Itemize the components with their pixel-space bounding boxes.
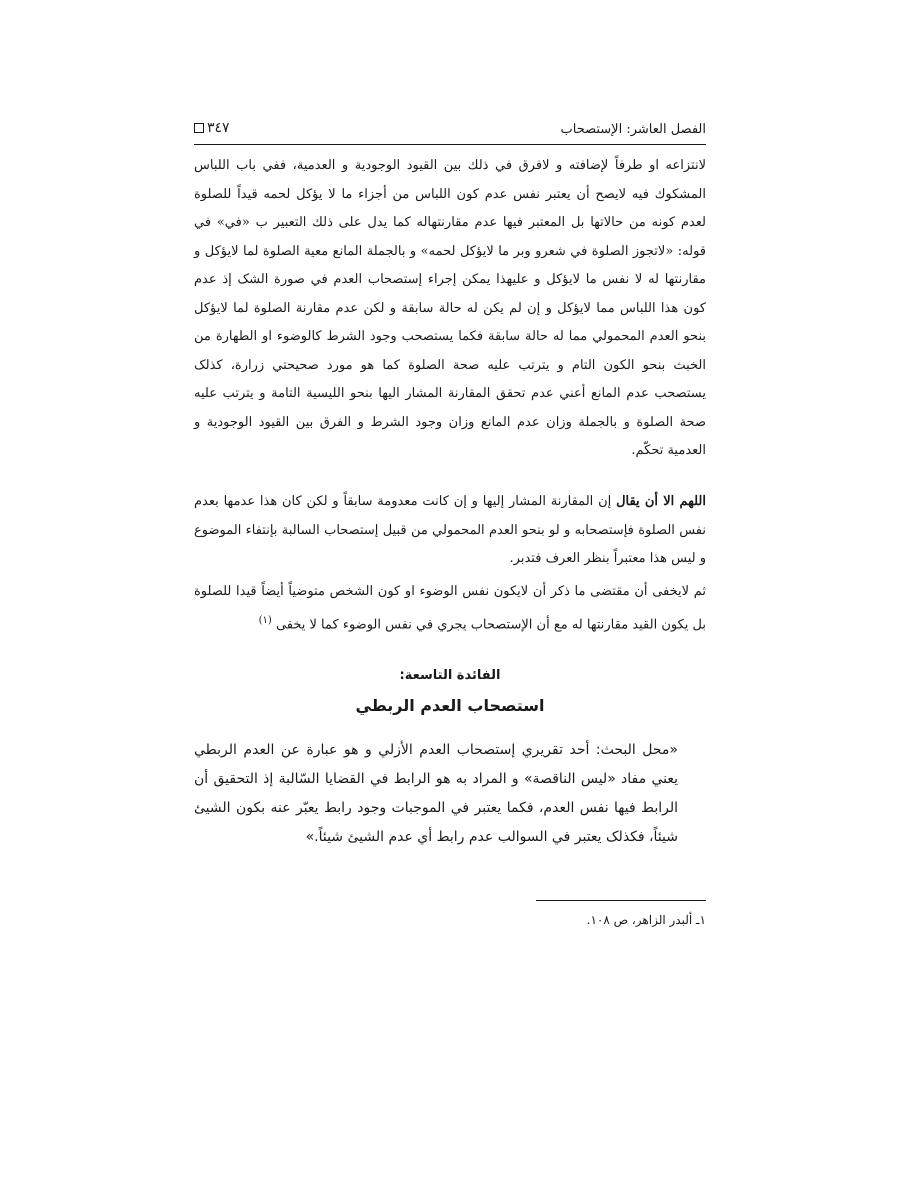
paragraph-2	[194, 488, 706, 574]
footnote-divider	[536, 900, 706, 901]
square-ornament-icon	[194, 123, 204, 133]
paragraph-3	[194, 578, 706, 639]
running-title: الفصل العاشر: الإستصحاب	[560, 122, 706, 137]
footnote-reference: (١)	[258, 614, 272, 626]
page-number	[194, 120, 230, 136]
footnote: ١ـ ألبدر الزاهر، ص ١٠٨.	[586, 913, 706, 927]
paragraph-2-text: إن المقارنة المشار إليها و إن كانت معدومة سابقاً و لكن كان هذا عدمها بعدم نفس الصلوة فإستصحابه و لو بنحو العدم المحمولي من قبيل إستصحاب السالبة بإنتفاء الموضوع و ليس هذا معتبراً بنظر العرف فتدبر.	[194, 494, 706, 566]
paragraph-1: لانتزاعه او طرفاً لإضافته و لافرق في ذلك بين القيود الوجودية و العدمية، ففي باب اللباس المشكوك فيه لايصح أن يعتبر نفس عدم كون اللباس من أجزاء ما لا يؤكل لحمه قيداً للصلوة لعدم كونه من حالاتها بل المعتبر فيها عدم مقارنتهاله كما يدل على ذلك التعبير ب «في» في قوله: «لاتجوز الصلوة في شعرو وبر ما لايؤكل لحمه» و بالجملة المانع معية الصلوة لما لايؤكل و مقارنتها له لا نفس ما لايؤكل و عليهذا يمكن إجراء إستصحاب العدم في صورة الشک إذ عدم كون هذا اللباس مما لايؤكل و إن لم يكن له حالة سابقة و لكن عدم مقارنة الصلوة لما لايؤكل بنحو العدم المحمولي مما له حالة سابقة فكما يستصحب وجود الشرط كالوضوء او الطهارة من الخبث بنحو الكون التام و يترتب عليه صحة الصلوة كما هو مورد صحيحتي زرارة، كذلک يستصحب عدم المانع أعني عدم تحقق المقارنة المشار اليها بنحو الليسية التامة و يترتب عليه صحة الصلوة و بالجملة وزان عدم المانع وزان وجود الشرط و الفرق بين القيود الوجودية و العدمية تحكّم.	[194, 158, 706, 458]
section-label: الفائدة التاسعة:	[399, 668, 501, 683]
paragraph-2-lead: اللهم الا أن يقال	[616, 494, 706, 509]
book-page	[194, 108, 706, 1108]
page-header	[194, 108, 706, 145]
page-number-text: ٣٤٧	[207, 120, 230, 136]
block-quote: «محل البحث: أحد تقريري إستصحاب العدم الأزلي و هو عبارة عن العدم الربطي يعني مفاد «ليس الناقصة» و المراد به هو الرابط في القضايا السّالبة إذ التحقيق أن الرابط فيها نفس العدم، فكما يعتبر في الموجبات وجود رابط يعبّر عنه بكون الشيئ شيئاً، فكذلک يعتبر في السوالب عدم رابط أي عدم الشيئ شيئاً.»	[194, 742, 678, 845]
paragraph-3-text: ثم لايخفى أن مقتضى ما ذكر أن لايكون نفس الوضوء او كون الشخص متوضياً أيضاً قيدا للصلوة بل يكون القيد مقارنتها له مع أن الإستصحاب يجري في نفس الوضوء كما لا يخفى	[194, 584, 706, 632]
section-title: استصحاب العدم الربطي	[355, 696, 545, 715]
